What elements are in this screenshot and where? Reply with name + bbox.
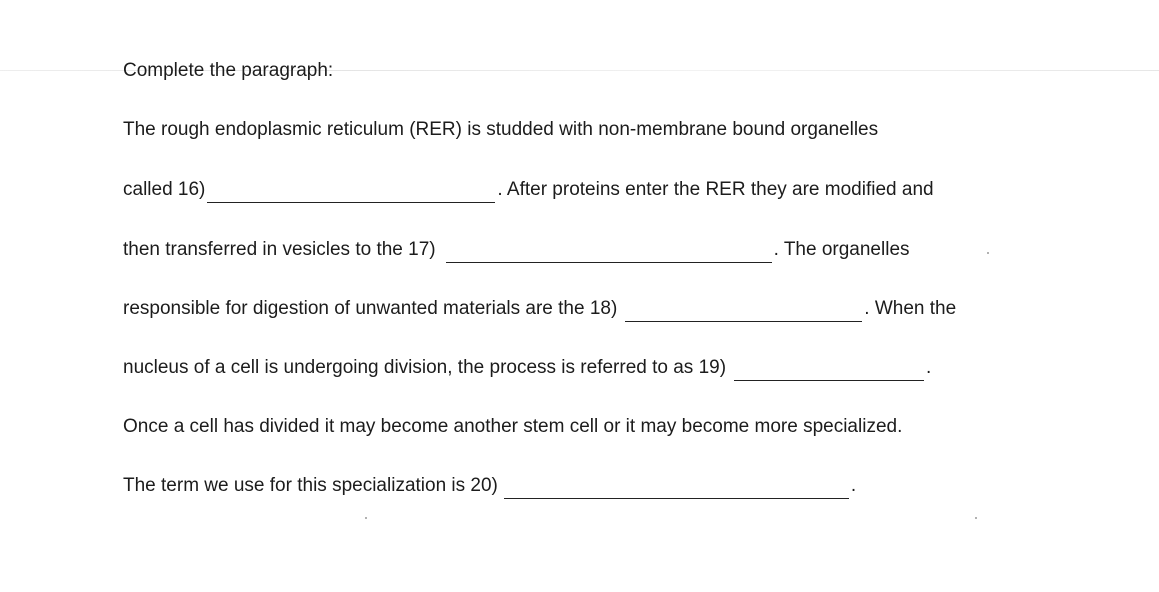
line-text: The rough endoplasmic reticulum (RER) is studded with non-membrane bound organelles [123, 119, 879, 140]
line-text-before: The term we use for this specialization is 20) [123, 475, 498, 496]
line-text-after: . When the [864, 298, 957, 319]
line-text: Once a cell has divided it may become another stem cell or it may become more specialized. [123, 416, 903, 437]
paragraph-line-4 [123, 296, 956, 322]
line-text-before: called 16) [123, 179, 206, 200]
paragraph-line-1 [123, 117, 878, 143]
line-text-before: then transferred in vesicles to the 17) [123, 239, 436, 260]
line-text-before: responsible for digestion of unwanted materials are the 18) [123, 298, 618, 319]
line-text-after: . [850, 475, 857, 496]
scan-speck [987, 252, 989, 254]
paragraph-heading [123, 58, 333, 84]
line-text-before: nucleus of a cell is undergoing division, the process is referred to as 19) [123, 357, 727, 378]
line-text-after: . After proteins enter the RER they are modified and [497, 179, 934, 200]
answer-blank-19[interactable] [734, 363, 924, 381]
scan-speck [975, 517, 977, 519]
answer-blank-18[interactable] [625, 304, 862, 322]
paragraph-line-2 [123, 177, 934, 203]
paragraph-line-6 [123, 414, 902, 440]
answer-blank-17[interactable] [446, 245, 772, 263]
paragraph-line-3 [123, 237, 910, 263]
scan-speck [365, 517, 367, 519]
answer-blank-16[interactable] [207, 185, 495, 203]
answer-blank-20[interactable] [504, 481, 849, 499]
paragraph-line-7 [123, 473, 856, 499]
heading-text: Complete the paragraph: [123, 60, 334, 81]
line-text-after: . [926, 357, 932, 378]
paragraph-line-5 [123, 355, 931, 381]
line-text-after: . The organelles [773, 239, 910, 260]
